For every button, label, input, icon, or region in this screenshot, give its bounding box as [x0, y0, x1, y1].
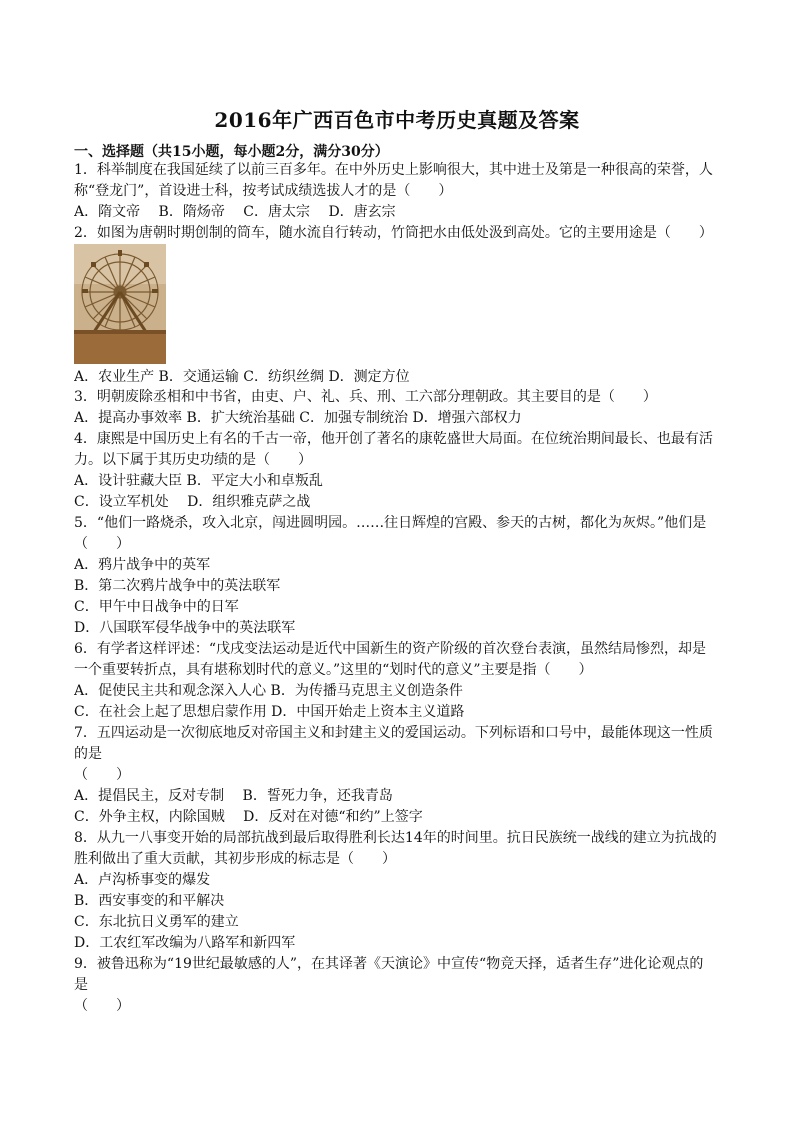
page-title: 2016年广西百色市中考历史真题及答案: [214, 108, 580, 132]
question-8-stem-line-2: 胜利做出了重大贡献，其初步形成的标志是（ ）: [74, 851, 396, 867]
question-3-stem: 3．明朝废除丞相和中书省，由吏、户、礼、兵、刑、工六部分理朝政。其主要目的是（ ）: [74, 389, 657, 405]
question-5-option-c: C．甲午中日战争中的日军: [74, 599, 239, 615]
question-1-stem-line-1: 1．科举制度在我国延续了以前三百多年。在中外历史上影响很大，其中进士及第是一种很高的荣誉，人: [74, 162, 713, 178]
question-9-stem-line-1: 9．被鲁迅称为“19世纪最敏感的人”，在其译著《天演论》中宣传“物竞天择，适者生存”进化论观点的: [74, 956, 704, 972]
question-5-option-d: D．八国联军侵华战争中的英法联军: [74, 620, 296, 636]
section-heading: 一、选择题（共15小题，每小题2分，满分30分）: [74, 144, 389, 160]
question-6-stem-line-2: 一个重要转折点，具有堪称划时代的意义。”这里的“划时代的意义”主要是指（ ）: [74, 662, 593, 678]
question-6-options-1: A．促使民主共和观念深入人心 B．为传播马克思主义创造条件: [74, 683, 463, 699]
question-1-options: A．隋文帝 B．隋炀帝 C．唐太宗 D．唐玄宗: [74, 204, 396, 220]
question-4-options-2: C．设立军机处 D．组织雅克萨之战: [74, 494, 311, 510]
water-wheel-photo: [74, 244, 166, 364]
question-7-stem-line-2: 的是: [74, 746, 102, 762]
question-8-option-d: D．工农红军改编为八路军和新四军: [74, 935, 296, 951]
question-5-stem-line-1: 5．“他们一路烧杀，攻入北京，闯进圆明园。……往日辉煌的宫殿、参天的古树，都化为灰烬。”他们是: [74, 515, 707, 531]
question-4-options-1: A．设计驻藏大臣 B．平定大小和卓叛乱: [74, 473, 323, 489]
question-2-stem: 2．如图为唐朝时期创制的筒车，随水流自行转动，竹筒把水由低处汲到高处。它的主要用途是（ ）: [74, 225, 713, 241]
question-1-stem-line-2: 称“登龙门”，首设进士科，按考试成绩选拔人才的是（ ）: [74, 183, 453, 199]
question-2-options: A．农业生产 B．交通运输 C．纺织丝绸 D．测定方位: [74, 369, 410, 385]
question-5-stem-line-2: （ ）: [74, 536, 130, 552]
question-6-stem-line-1: 6．有学者这样评述：“戊戌变法运动是近代中国新生的资产阶级的首次登台表演，虽然结局惨烈，却是: [74, 641, 707, 657]
question-7-options-1: A．提倡民主，反对专制 B．誓死力争，还我青岛: [74, 788, 393, 804]
question-8-option-b: B．西安事变的和平解决: [74, 893, 225, 909]
question-9-stem-line-2: 是: [74, 977, 88, 993]
question-3-options: A．提高办事效率 B．扩大统治基础 C．加强专制统治 D．增强六部权力: [74, 410, 522, 426]
question-7-stem-line-3: （ ）: [74, 767, 130, 783]
question-4-stem-line-1: 4．康熙是中国历史上有名的千古一帝，他开创了著名的康乾盛世大局面。在位统治期间最长、也最有活: [74, 431, 713, 447]
question-9-stem-line-3: （ ）: [74, 998, 130, 1014]
question-4-stem-line-2: 力。以下属于其历史功绩的是（ ）: [74, 452, 312, 468]
question-5-option-b: B．第二次鸦片战争中的英法联军: [74, 578, 281, 594]
question-8-stem-line-1: 8．从九一八事变开始的局部抗战到最后取得胜利长达14年的时间里。抗日民族统一战线的建立为抗战的: [74, 830, 717, 846]
question-5-option-a: A．鸦片战争中的英军: [74, 557, 211, 573]
question-6-options-2: C．在社会上起了思想启蒙作用 D．中国开始走上资本主义道路: [74, 704, 465, 720]
question-8-option-c: C．东北抗日义勇军的建立: [74, 914, 239, 930]
question-7-options-2: C．外争主权，内除国贼 D．反对在对德“和约”上签字: [74, 809, 423, 825]
question-8-option-a: A．卢沟桥事变的爆发: [74, 872, 211, 888]
question-7-stem-line-1: 7．五四运动是一次彻底地反对帝国主义和封建主义的爱国运动。下列标语和口号中，最能体现这一性质: [74, 725, 713, 741]
